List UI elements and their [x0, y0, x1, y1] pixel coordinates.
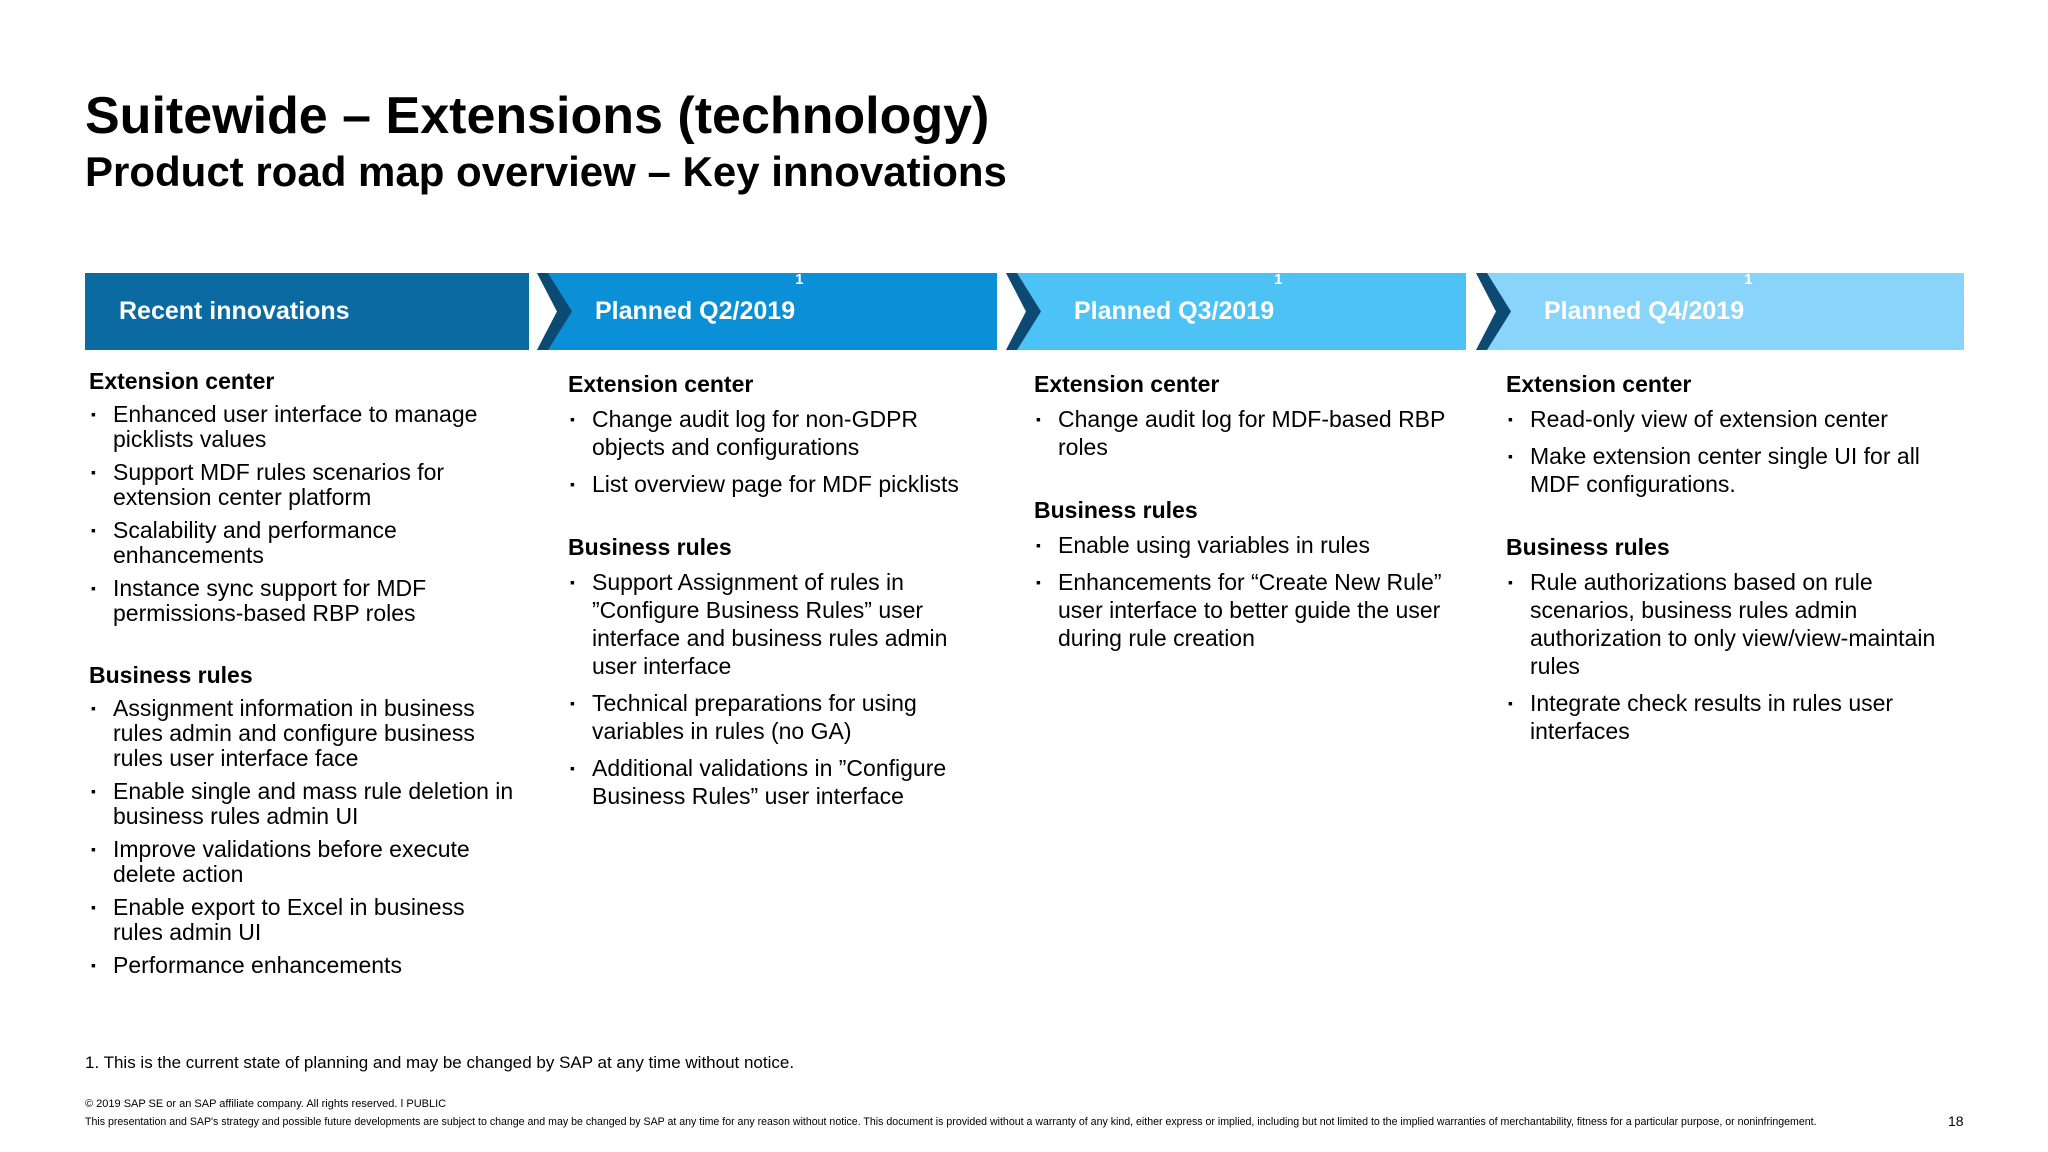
bullet-icon: ▪	[1508, 448, 1513, 464]
phase-banner-q4	[1476, 273, 1964, 350]
list-item	[89, 518, 519, 568]
phase-column-q2	[568, 369, 988, 819]
list-item-text: Enhanced user interface to manage picklists values	[113, 401, 478, 452]
bullet-list	[568, 568, 988, 810]
list-item	[568, 405, 988, 461]
list-item	[1506, 689, 1956, 745]
section	[568, 532, 988, 810]
phase-column-q4	[1506, 369, 1956, 754]
bullet-icon: ▪	[1508, 574, 1513, 590]
phase-label: Planned Q3/2019$^1$	[1074, 271, 1283, 325]
list-item-text: Change audit log for MDF-based RBP roles	[1058, 406, 1445, 460]
section	[568, 369, 988, 498]
phase-label: Planned Q4/2019$^1$	[1544, 271, 1753, 325]
list-item	[89, 837, 519, 887]
bullet-icon: ▪	[91, 841, 96, 857]
list-item-text: Assignment information in business rules admin and configure business rules user interface face	[113, 695, 475, 771]
bullet-icon: ▪	[570, 574, 575, 590]
list-item	[568, 689, 988, 745]
list-item-text: List overview page for MDF picklists	[592, 471, 959, 497]
bullet-list	[89, 696, 519, 978]
phase-column-q3	[1034, 369, 1464, 661]
section	[1506, 532, 1956, 745]
section	[89, 366, 519, 626]
page-title: Suitewide – Extensions (technology)	[85, 87, 990, 145]
section	[1034, 495, 1464, 652]
section-heading: Extension center	[89, 368, 275, 394]
section	[1506, 369, 1956, 498]
bullet-icon: ▪	[1036, 537, 1041, 553]
list-item-text: Integrate check results in rules user interfaces	[1530, 690, 1894, 744]
list-item	[89, 895, 519, 945]
list-item-text: Additional validations in ”Configure Business Rules” user interface	[592, 755, 947, 809]
section-heading: Business rules	[1506, 534, 1670, 560]
list-item-text: Enable single and mass rule deletion in business rules admin UI	[113, 778, 514, 829]
section-heading: Extension center	[1034, 371, 1220, 397]
list-item	[1034, 531, 1464, 559]
list-item-text: Change audit log for non-GDPR objects and configurations	[592, 406, 919, 460]
phase-banner-q2	[537, 273, 997, 350]
bullet-icon: ▪	[570, 695, 575, 711]
list-item	[89, 576, 519, 626]
list-item	[1506, 568, 1956, 680]
list-item	[1034, 405, 1464, 461]
list-item-text: Enable export to Excel in business rules admin UI	[113, 894, 465, 945]
bullet-icon: ▪	[91, 899, 96, 915]
bullet-list	[89, 402, 519, 626]
phase-label: Planned Q2/2019$^1$	[595, 271, 804, 325]
list-item	[89, 696, 519, 771]
list-item	[1034, 568, 1464, 652]
list-item	[568, 568, 988, 680]
list-item-text: Scalability and performance enhancements	[113, 517, 397, 568]
section	[89, 660, 519, 978]
phase-banner-q3	[1006, 273, 1466, 350]
bullet-icon: ▪	[1508, 411, 1513, 427]
section-heading: Business rules	[568, 534, 732, 560]
section-heading: Business rules	[89, 662, 253, 688]
list-item	[89, 953, 519, 978]
list-item	[89, 460, 519, 510]
disclaimer: This presentation and SAP's strategy and possible future developments are subject to change and may be changed by SAP at any time for any reason without notice. This document is provided without a warranty of any kind, either express or implied, including but not limited to the implied warranties of merchantability, fitness for a particular purpose, or noninfringement.	[85, 1116, 1817, 1128]
phase-label: Recent innovations	[119, 297, 350, 325]
bullet-icon: ▪	[91, 464, 96, 480]
copyright: © 2019 SAP SE or an SAP affiliate company. All rights reserved. ǀ PUBLIC	[85, 1098, 447, 1110]
bullet-icon: ▪	[91, 700, 96, 716]
list-item-text: Support Assignment of rules in ”Configure Business Rules” user interface and business rules admin user interface	[592, 569, 948, 679]
bullet-list	[568, 405, 988, 498]
page-subtitle: Product road map overview – Key innovations	[85, 148, 1007, 195]
bullet-icon: ▪	[570, 411, 575, 427]
list-item	[1506, 405, 1956, 433]
bullet-list	[1506, 568, 1956, 745]
list-item-text: Enable using variables in rules	[1058, 532, 1370, 558]
bullet-icon: ▪	[1508, 695, 1513, 711]
list-item-text: Improve validations before execute delete action	[113, 836, 470, 887]
bullet-list	[1034, 531, 1464, 652]
section	[1034, 369, 1464, 461]
phase-column-recent	[89, 366, 519, 986]
bullet-icon: ▪	[91, 406, 96, 422]
list-item-text: Performance enhancements	[113, 952, 402, 978]
page-number: 18	[1948, 1113, 1964, 1129]
bullet-icon: ▪	[91, 580, 96, 596]
list-item	[1506, 442, 1956, 498]
footnote: 1. This is the current state of planning and may be changed by SAP at any time without notice.	[85, 1053, 795, 1072]
phase-banner-recent	[85, 273, 529, 350]
bullet-icon: ▪	[1036, 574, 1041, 590]
list-item-text: Read-only view of extension center	[1530, 406, 1888, 432]
section-heading: Extension center	[568, 371, 754, 397]
list-item-text: Rule authorizations based on rule scenarios, business rules admin authorization to only view/view-maintain rules	[1530, 569, 1936, 679]
list-item-text: Support MDF rules scenarios for extension center platform	[113, 459, 445, 510]
list-item-text: Make extension center single UI for all MDF configurations.	[1530, 443, 1920, 497]
section-heading: Business rules	[1034, 497, 1198, 523]
bullet-icon: ▪	[570, 476, 575, 492]
bullet-icon: ▪	[570, 760, 575, 776]
bullet-icon: ▪	[91, 522, 96, 538]
section-heading: Extension center	[1506, 371, 1692, 397]
list-item-text: Technical preparations for using variables in rules (no GA)	[592, 690, 917, 744]
bullet-list	[1506, 405, 1956, 498]
bullet-icon: ▪	[1036, 411, 1041, 427]
list-item	[89, 402, 519, 452]
list-item-text: Instance sync support for MDF permissions-based RBP roles	[113, 575, 427, 626]
list-item	[89, 779, 519, 829]
list-item	[568, 754, 988, 810]
bullet-icon: ▪	[91, 783, 96, 799]
bullet-list	[1034, 405, 1464, 461]
list-item	[568, 470, 988, 498]
list-item-text: Enhancements for “Create New Rule” user interface to better guide the user during rule creation	[1058, 569, 1442, 651]
bullet-icon: ▪	[91, 957, 96, 973]
